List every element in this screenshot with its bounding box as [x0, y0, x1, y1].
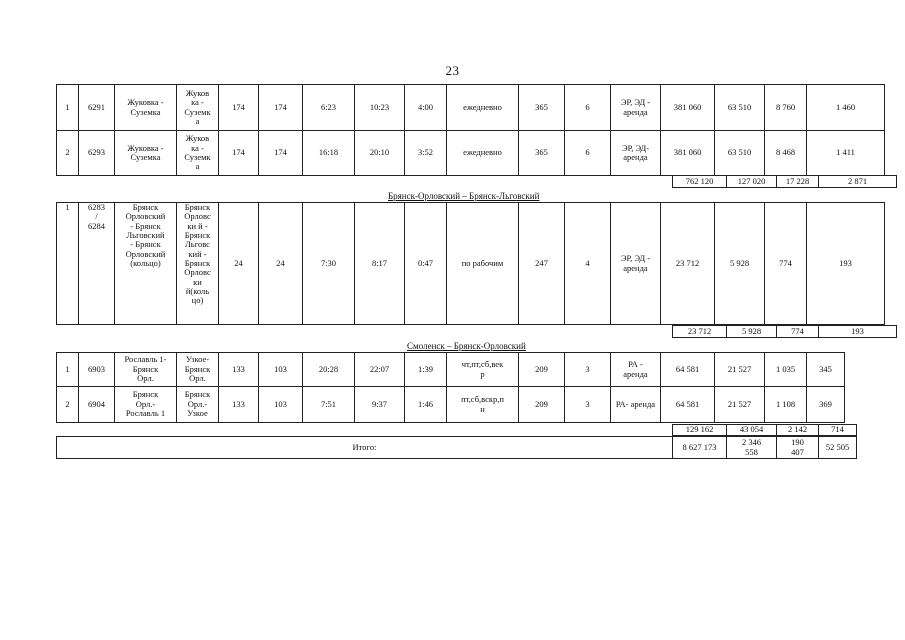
- departure-time: 6:23: [303, 85, 355, 131]
- route-alt-cell: Жуков ка - Суземк а: [177, 85, 219, 131]
- total-value: 193: [819, 326, 897, 338]
- train-number: 6293: [79, 131, 115, 176]
- total-value: 5 928: [727, 326, 777, 338]
- train-number: 6903: [79, 353, 115, 387]
- days-cell: 365: [519, 131, 565, 176]
- value-cell: 369: [807, 387, 845, 423]
- cars-cell: 6: [565, 131, 611, 176]
- route-alt-cell: Брянск Орловс ки й - Брянск Льговс кий - Брянск Орловс ки й(коль цо): [177, 203, 219, 325]
- value-cell: 64 581: [661, 353, 715, 387]
- total-value: 714: [819, 425, 857, 436]
- value-cell: 63 510: [715, 131, 765, 176]
- row-number: 1: [57, 353, 79, 387]
- cars-cell: 3: [565, 353, 611, 387]
- grand-total-value: 190 407: [777, 437, 819, 459]
- value-cell: 21 527: [715, 353, 765, 387]
- schedule-cell: по рабочим: [447, 203, 519, 325]
- arrival-time: 8:17: [355, 203, 405, 325]
- rolling-stock-type: ЭР, ЭД- аренда: [611, 131, 661, 176]
- distance-cell: 174: [219, 131, 259, 176]
- value-cell: 1 108: [765, 387, 807, 423]
- total-value: 129 162: [673, 425, 727, 436]
- cars-cell: 4: [565, 203, 611, 325]
- schedule-cell: ежедневно: [447, 85, 519, 131]
- value-cell: 381 060: [661, 131, 715, 176]
- route-cell: Брянск Орл.- Рославль 1: [115, 387, 177, 423]
- cars-cell: 6: [565, 85, 611, 131]
- totals-row: [673, 176, 897, 188]
- rolling-stock-type: РА- аренда: [611, 387, 661, 423]
- route-cell: Жуковка - Суземка: [115, 85, 177, 131]
- value-cell: 381 060: [661, 85, 715, 131]
- distance-cell: 103: [259, 353, 303, 387]
- row-number: 1: [57, 203, 79, 325]
- value-cell: 8 760: [765, 85, 807, 131]
- schedule-cell: чт,пт,сб,век р: [447, 353, 519, 387]
- days-cell: 209: [519, 387, 565, 423]
- arrival-time: 10:23: [355, 85, 405, 131]
- route-alt-cell: Жуков ка - Суземк а: [177, 131, 219, 176]
- section-3-block: [56, 352, 845, 423]
- travel-time: 1:39: [405, 353, 447, 387]
- schedule-cell: ежедневно: [447, 131, 519, 176]
- grand-total-label: Итого:: [57, 437, 673, 459]
- section-1-table: [56, 84, 885, 176]
- table-row: [57, 353, 845, 387]
- arrival-time: 9:37: [355, 387, 405, 423]
- section-3-table: [56, 352, 845, 423]
- table-row: [57, 387, 845, 423]
- total-value: 762 120: [673, 176, 727, 188]
- table-row: [57, 85, 885, 131]
- total-value: 127 020: [727, 176, 777, 188]
- section-1-totals-table: [672, 175, 897, 188]
- value-cell: 1 460: [807, 85, 885, 131]
- table-row: [57, 203, 885, 325]
- value-cell: 193: [807, 203, 885, 325]
- value-cell: 63 510: [715, 85, 765, 131]
- travel-time: 4:00: [405, 85, 447, 131]
- distance-cell: 174: [259, 131, 303, 176]
- totals-row: [673, 425, 857, 436]
- days-cell: 247: [519, 203, 565, 325]
- section-3-title: Смоленск – Брянск-Орловский: [407, 341, 526, 351]
- section-3-totals-table: [672, 424, 857, 436]
- distance-cell: 174: [259, 85, 303, 131]
- distance-cell: 133: [219, 353, 259, 387]
- route-alt-cell: Узкое- Брянск Орл.: [177, 353, 219, 387]
- distance-cell: 24: [219, 203, 259, 325]
- train-number: 6283 / 6284: [79, 203, 115, 325]
- total-value: 43 054: [727, 425, 777, 436]
- rolling-stock-type: РА - аренда: [611, 353, 661, 387]
- value-cell: 5 928: [715, 203, 765, 325]
- schedule-cell: пт,сб,вскр,п н: [447, 387, 519, 423]
- travel-time: 3:52: [405, 131, 447, 176]
- section-2-totals: [672, 325, 897, 338]
- row-number: 2: [57, 387, 79, 423]
- departure-time: 7:30: [303, 203, 355, 325]
- train-number: 6904: [79, 387, 115, 423]
- route-cell: Рославль 1- Брянск Орл.: [115, 353, 177, 387]
- distance-cell: 174: [219, 85, 259, 131]
- value-cell: 774: [765, 203, 807, 325]
- grand-total-block: [56, 436, 857, 459]
- distance-cell: 103: [259, 387, 303, 423]
- grand-total-value: 8 627 173: [673, 437, 727, 459]
- grand-total-row: [57, 437, 857, 459]
- totals-row: [673, 326, 897, 338]
- travel-time: 0:47: [405, 203, 447, 325]
- section-2-title: Брянск-Орловский – Брянск-Льговский: [388, 191, 540, 201]
- section-3-totals: [672, 424, 857, 436]
- total-value: 17 228: [777, 176, 819, 188]
- route-cell: Брянск Орловский - Брянск Льговский - Брянск Орловский (кольцо): [115, 203, 177, 325]
- departure-time: 20:28: [303, 353, 355, 387]
- route-cell: Жуковка - Суземка: [115, 131, 177, 176]
- value-cell: 1 411: [807, 131, 885, 176]
- days-cell: 209: [519, 353, 565, 387]
- section-2-totals-table: [672, 325, 897, 338]
- train-number: 6291: [79, 85, 115, 131]
- row-number: 1: [57, 85, 79, 131]
- arrival-time: 22:07: [355, 353, 405, 387]
- page-number: 23: [445, 63, 460, 78]
- cars-cell: 3: [565, 387, 611, 423]
- row-number: 2: [57, 131, 79, 176]
- section-1-block: [56, 84, 885, 176]
- total-value: 23 712: [673, 326, 727, 338]
- value-cell: 23 712: [661, 203, 715, 325]
- route-alt-cell: Брянск Орл.- Узкое: [177, 387, 219, 423]
- value-cell: 64 581: [661, 387, 715, 423]
- grand-total-value: 52 505: [819, 437, 857, 459]
- table-row: [57, 131, 885, 176]
- days-cell: 365: [519, 85, 565, 131]
- total-value: 774: [777, 326, 819, 338]
- arrival-time: 20:10: [355, 131, 405, 176]
- value-cell: 1 035: [765, 353, 807, 387]
- value-cell: 21 527: [715, 387, 765, 423]
- distance-cell: 133: [219, 387, 259, 423]
- grand-total-value: 2 346 558: [727, 437, 777, 459]
- departure-time: 7:51: [303, 387, 355, 423]
- rolling-stock-type: ЭР, ЭД - аренда: [611, 85, 661, 131]
- rolling-stock-type: ЭР, ЭД - аренда: [611, 203, 661, 325]
- distance-cell: 24: [259, 203, 303, 325]
- section-2-block: [56, 202, 885, 325]
- value-cell: 8 468: [765, 131, 807, 176]
- value-cell: 345: [807, 353, 845, 387]
- grand-total-table: [56, 436, 857, 459]
- total-value: 2 142: [777, 425, 819, 436]
- departure-time: 16:18: [303, 131, 355, 176]
- section-1-totals: [672, 175, 897, 188]
- total-value: 2 871: [819, 176, 897, 188]
- travel-time: 1:46: [405, 387, 447, 423]
- section-2-table: [56, 202, 885, 325]
